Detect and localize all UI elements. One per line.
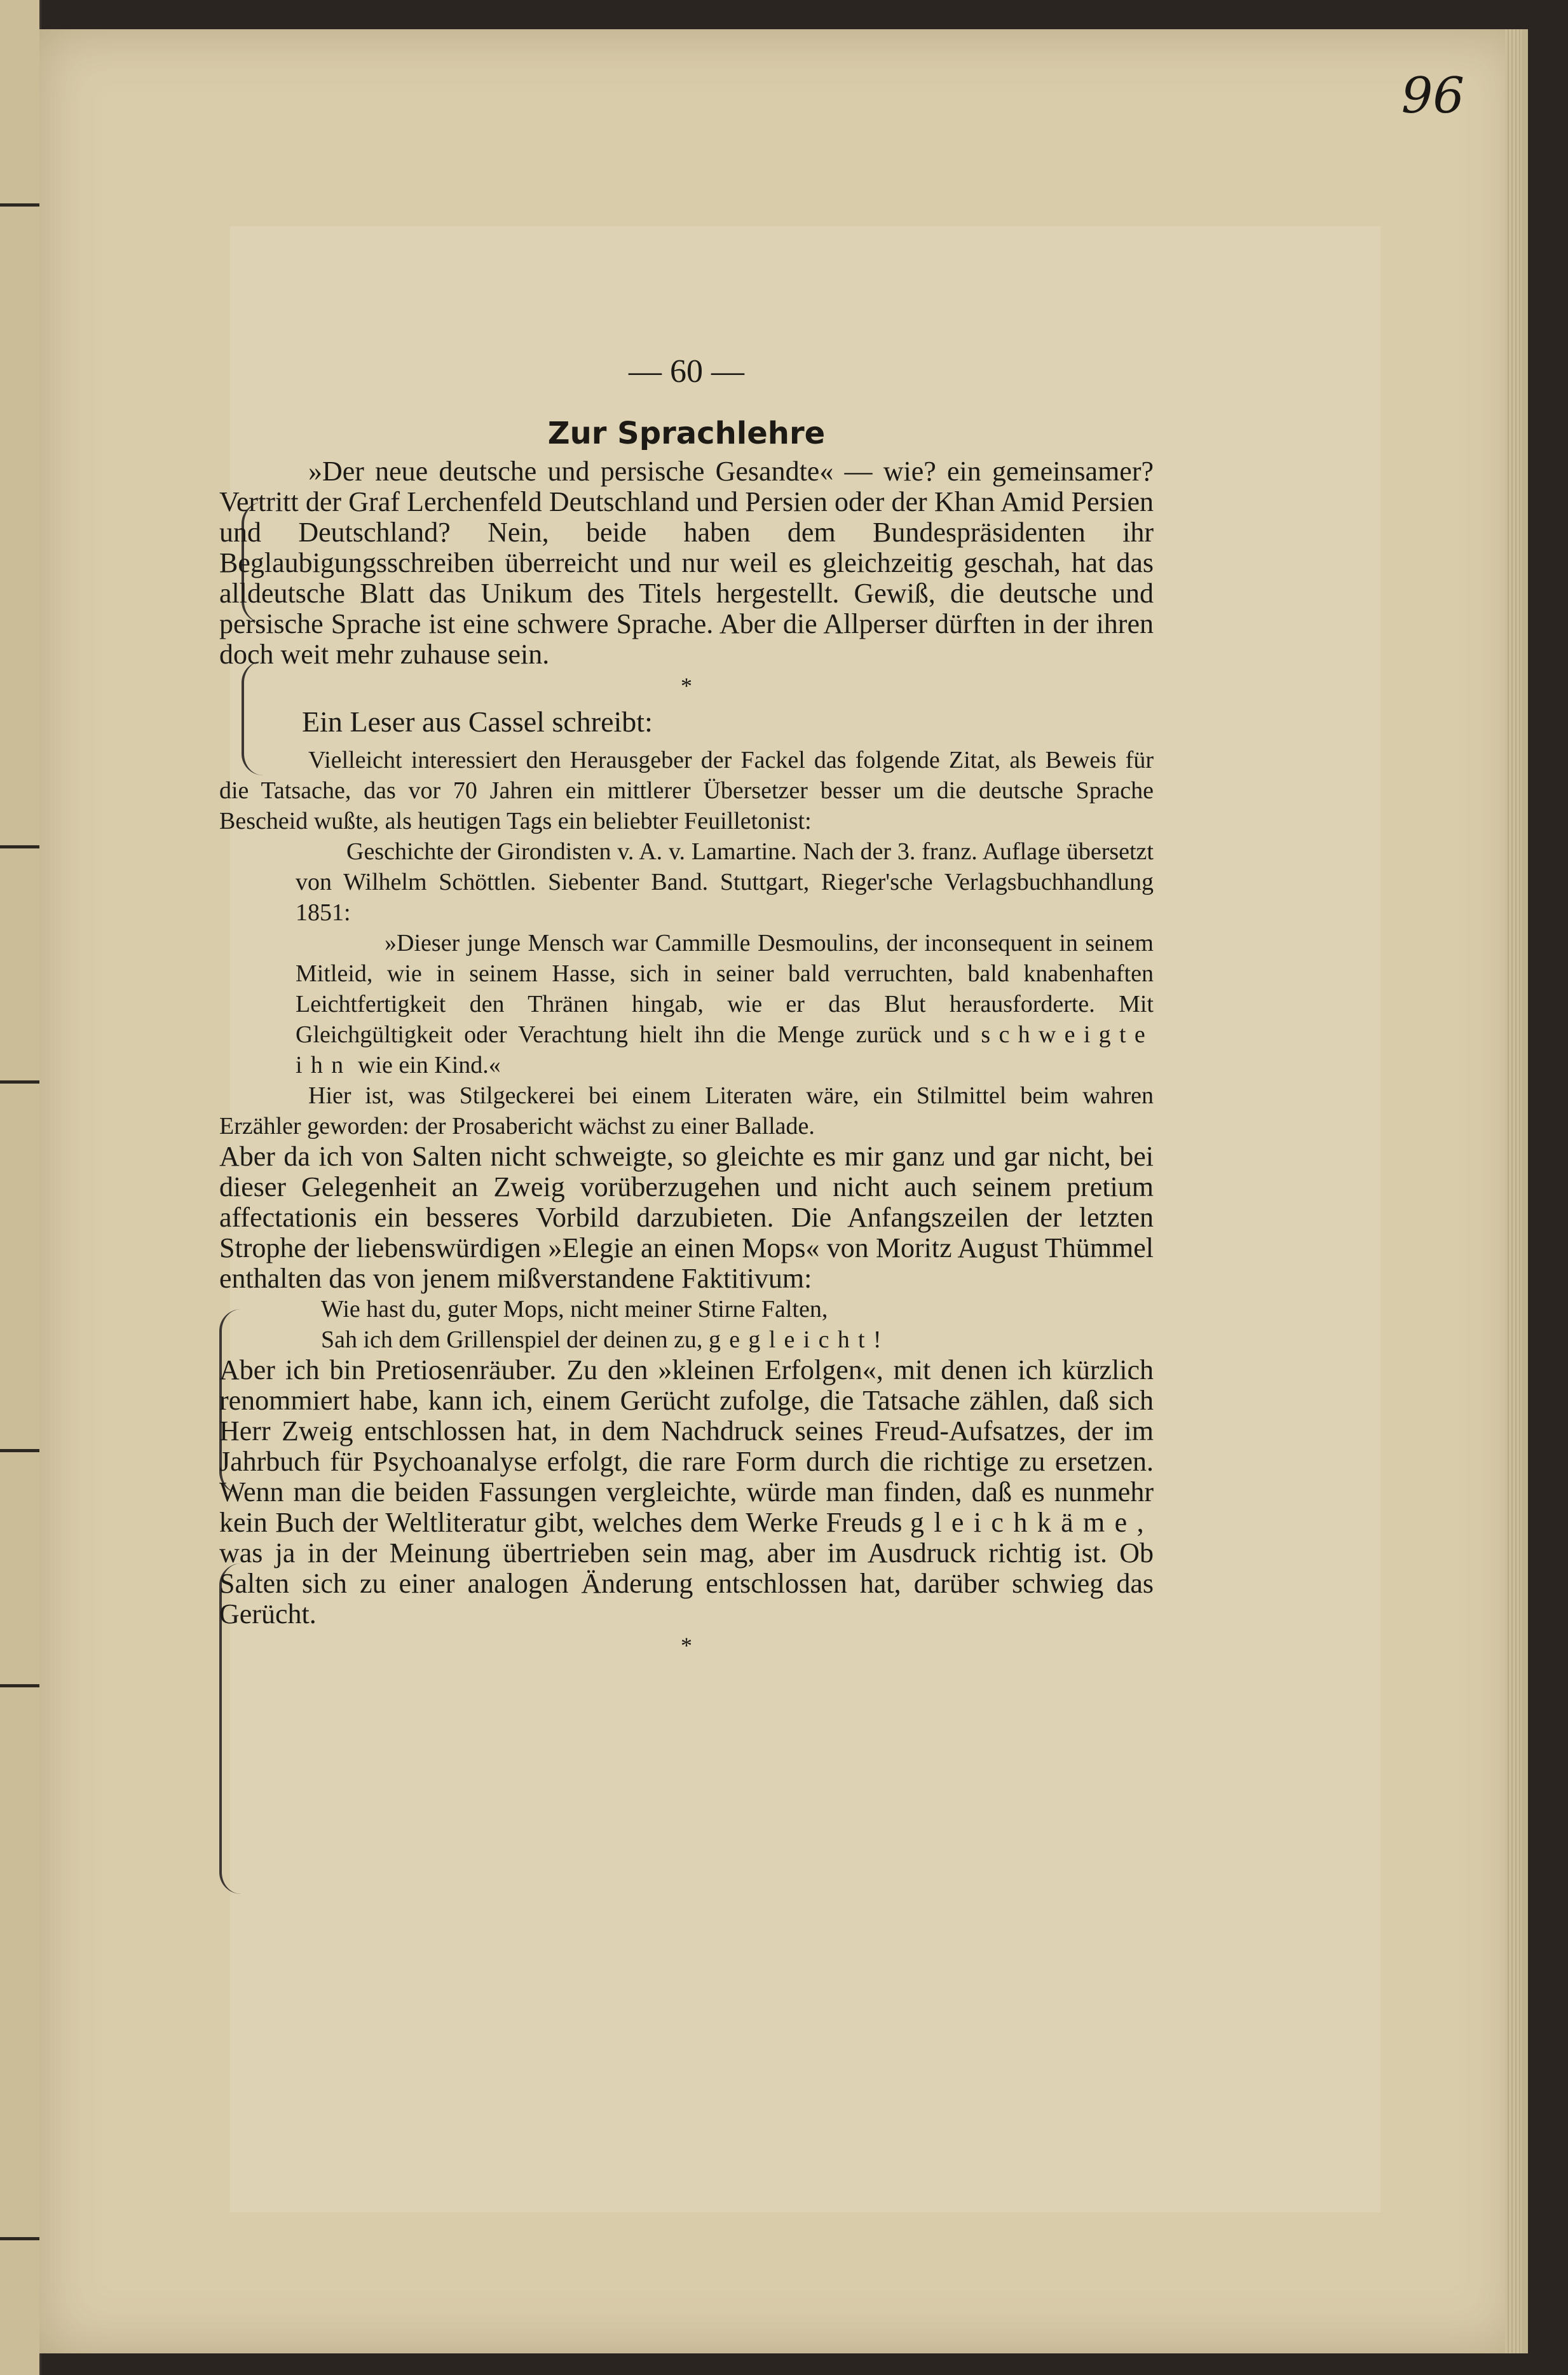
paragraph-text: Aber ich bin Pretiosenräuber. Zu den »kleinen Erfolgen«, mit denen ich kürzlich renommiert habe, kann ich, einem Gerücht zufolge, die Tatsache zählen, daß sich Herr Zweig entschlossen hat, in dem Nachdruck seines Freud-Aufsatzes, der im Jahrbuch für Psychoanalyse erfolgt, die rare Form durch die richtige zu ersetzen. Wenn man die beiden Fassungen vergleichte, würde man finden, daß es nunmehr kein Buch der Weltliteratur gibt, welches dem Werke Freuds: [219, 1354, 1154, 1538]
spine-tab: [0, 1684, 39, 1687]
verse-line-1: Wie hast du, guter Mops, nicht meiner Stirne Falten,: [321, 1296, 828, 1323]
page-edges: [1505, 29, 1522, 2353]
book-spine: [0, 0, 41, 2375]
paragraph-gesandte: »Der neue deutsche und persische Gesandte« — wie? ein gemeinsamer? Vertritt der Graf Lerchenfeld Deutschland und Persien oder der Khan Amid Persien und Deutschland? Nein, beide haben dem Bundespräsidenten ihr Beglaubigungsschreiben überreicht und nur weil es gleichzeitig geschah, hat das alldeutsche Blatt das Unikum des Titels hergestellt. Gewiß, die deutsche und persische Sprache ist eine schwere Sprache. Aber die Allperser dürften in der ihren doch weit mehr zuhause sein.: [219, 456, 1154, 670]
verse-text: Sah ich dem Grillenspiel der deinen zu,: [321, 1326, 703, 1353]
paragraph-stilmittel: Hier ist, was Stilgeckerei bei einem Literaten wäre, ein Stilmittel beim wahren Erzähler geworden: der Prosabericht wächst zu einer Ballade.: [219, 1082, 1154, 1140]
verse-line-2: [321, 1324, 1154, 1355]
handwritten-folio-number: 96: [1401, 67, 1464, 125]
leser-heading: Ein Leser aus Cassel schreibt:: [302, 705, 653, 738]
page-content: [219, 353, 1154, 1661]
quote-text-end: wie ein Kind.«: [357, 1052, 501, 1079]
paragraph-girondisten: Geschichte der Girondisten v. A. v. Lamartine. Nach der 3. franz. Auflage übersetzt von Wilhelm Schöttlen. Siebenter Band. Stuttgart, Rieger'sche Verlagsbuchhandlung 1851:: [296, 838, 1154, 926]
page-number: — 60 —: [629, 353, 744, 390]
quote-block: [296, 836, 1154, 1080]
spine-tab: [0, 2237, 39, 2240]
section-separator: *: [681, 673, 692, 698]
paragraph-leserbrief: Vielleicht interessiert den Herausgeber der Fackel das folgende Zitat, als Beweis für die Tatsache, das vor 70 Jahren ein mittlerer Übersetzer besser um die deutsche Sprache Bescheid wußte, als heutigen Tags ein beliebter Feuilletonist:: [219, 747, 1154, 834]
spine-tab: [0, 1449, 39, 1452]
spine-tab: [0, 203, 39, 207]
paragraph-text-end: was ja in der Meinung übertrieben sein mag, aber im Ausdruck richtig ist. Ob Salten sich zu einer analogen Änderung entschlossen hat, darüber schwieg das Gerücht.: [219, 1537, 1154, 1630]
paragraph-pretiosenraeuber: [219, 1355, 1154, 1630]
paragraph-emphasis: gleichkäme,: [910, 1507, 1154, 1538]
paragraph-desmoulins-quote: [296, 928, 1154, 1080]
verse-emphasis: gegleicht!: [708, 1326, 890, 1353]
spine-tab: [0, 845, 39, 848]
quote-emphasis: schweigte ihn: [296, 1021, 1154, 1079]
spine-tab: [0, 1080, 39, 1084]
section-separator: *: [681, 1633, 692, 1658]
quote-text: »Dieser junge Mensch war Cammille Desmoulins, der inconsequent in seinem Mitleid, wie in seinem Hasse, sich in seiner bald verruchten, bald knabenhaften Leichtfertigkeit den Thränen hingab, wie er das Blut herausforderte. Mit Gleichgültigkeit oder Verachtung hielt ihn die Menge zurück und: [296, 930, 1154, 1048]
article-title: Zur Sprachlehre: [547, 416, 826, 451]
paragraph-salten: Aber da ich von Salten nicht schweigte, so gleichte es mir ganz und gar nicht, bei dieser Gelegenheit an Zweig vorüberzugehen und nicht auch seinem pretium affectationis ein besseres Vorbild darzubieten. Die Anfangszeilen der letzten Strophe der liebenswürdigen »Elegie an einen Mops« von Moritz August Thümmel enthalten das von jenem mißverstandene Faktitivum:: [219, 1141, 1154, 1294]
